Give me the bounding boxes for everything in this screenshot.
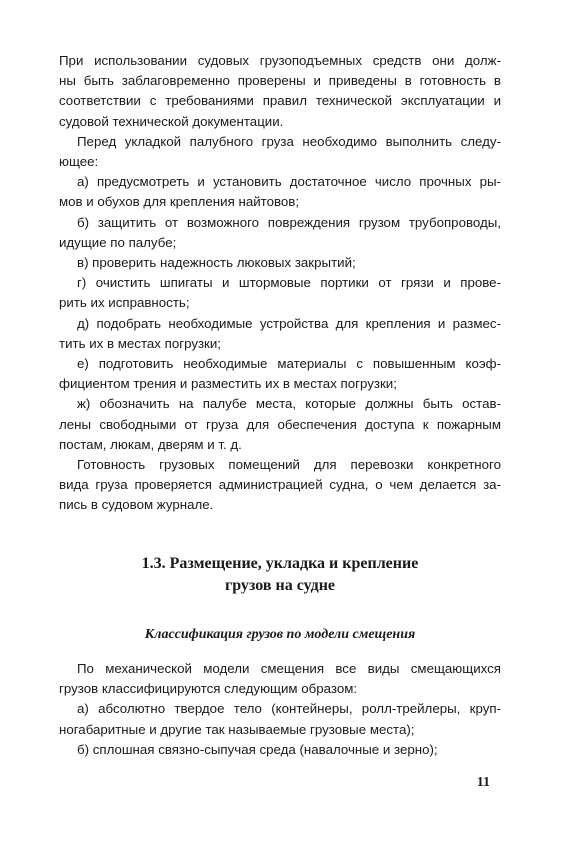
text-line: е) подготовить необходимые материалы с повышенным коэф- [77,356,501,372]
page-number: 11 [476,775,490,790]
text-line: ногабаритные и другие так называемые грузовые места); [59,721,415,737]
list-item-e [59,354,501,394]
paragraph-readiness [59,455,501,516]
text-line: вида груза проверяется администрацией судна, о чем делается за- [59,477,501,493]
text-line: соответствии с требованиями правил технической эксплуатации и [59,93,501,109]
text-line: ны быть заблаговременно проверены и приведены в готовность в [59,73,501,89]
text-line: а) предусмотреть и установить достаточное число прочных ры- [77,174,501,190]
text-line: б) сплошная связно-сыпучая среда (навалочные и зерно); [77,741,438,757]
text-line: фициентом трения и разместить их в местах погрузки; [59,376,397,392]
list-item-a [59,172,501,212]
intro-text [59,51,501,516]
text-line: При использовании судовых грузоподъемных средств они долж- [59,53,501,68]
text-line: лены свободными от груза для обеспечения доступа к пожарным [59,416,501,432]
text-line: тить их в местах погрузки; [59,335,221,351]
text-line: идущие по палубе; [59,234,177,250]
paragraph-classification [59,659,501,699]
section-heading-line: грузов на судне [224,577,336,594]
list-item-g [59,273,501,313]
text-line: Готовность грузовых помещений для перевозки конкретного [77,457,501,473]
list-item-a [59,699,501,739]
text-line: грузов классифицируются следующим образом: [59,681,358,697]
text-line: судовой технической документации. [59,113,284,129]
list-item-zh [59,394,501,455]
text-line: г) очистить шпигаты и штормовые портики от грязи и прове- [77,275,501,291]
text-line: По механической модели смещения все виды смещающихся [77,661,501,676]
list-item-b [59,740,501,760]
text-line: постам, люкам, дверям и т. д. [59,436,242,452]
text-line: ж) обозначить на палубе места, которые должны быть остав- [77,396,501,412]
list-item-v [59,253,501,273]
subsection-heading: Классификация грузов по модели смещения [144,627,416,642]
text-line: рить их исправность; [59,295,190,311]
section-heading-line: 1.3. Размещение, укладка и крепление [141,555,419,572]
text-line: б) защитить от возможного повреждения грузом трубопроводы, [77,214,501,230]
text-line: пись в судовом журнале. [59,497,214,513]
section-text [59,659,501,760]
paragraph-deck-cargo [59,132,501,172]
text-line: д) подобрать необходимые устройства для крепления и размес- [77,315,501,331]
list-item-d [59,314,501,354]
text-line: в) проверить надежность люковых закрытий; [77,255,356,271]
text-line: Перед укладкой палубного груза необходимо выполнить следу- [77,133,501,149]
list-item-b [59,213,501,253]
text-line: а) абсолютно твердое тело (контейнеры, ролл-трейлеры, круп- [77,701,501,717]
paragraph-lifting-equipment [59,51,501,132]
section-heading [59,553,501,597]
text-line: мов и обухов для крепления найтовов; [59,194,300,210]
text-line: ющее: [59,154,99,170]
